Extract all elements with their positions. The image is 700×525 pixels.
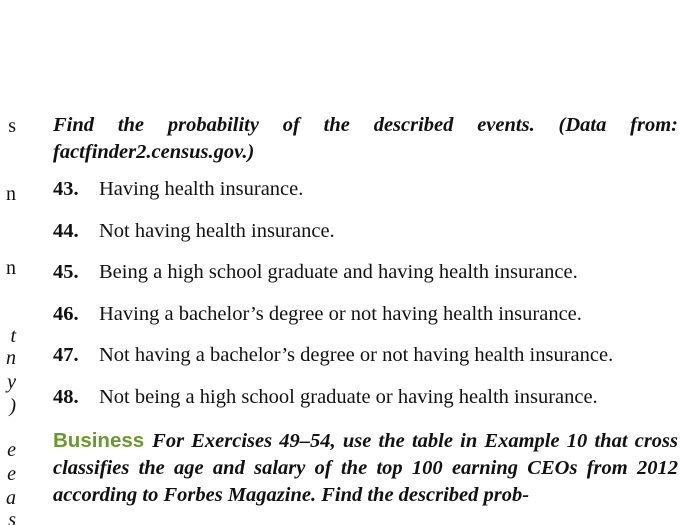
margin-fragment: y — [7, 371, 16, 393]
margin-fragment: e — [7, 463, 16, 485]
exercise-text: Not having a bachelor’s degree or not having health insurance. — [99, 344, 614, 366]
exercise-number: 45. — [53, 261, 79, 283]
exercise-text: Not having health insurance. — [99, 219, 335, 242]
exercise-item — [53, 176, 678, 218]
margin-fragment: s — [8, 509, 16, 525]
exercise-text: Having health insurance. — [99, 178, 304, 200]
business-instructions: For Exercises 49–54, use the table in Example 10 that cross classifies the age and salary of the top 100 earning CEOs from 2012 according to Forbes Magazine. Find the described prob- — [53, 430, 678, 506]
exercise-item — [53, 259, 678, 301]
exercise-item — [53, 301, 678, 343]
exercise-number: 48. — [53, 385, 79, 408]
exercise-text: Not being a high school graduate or having health insurance. — [99, 385, 598, 408]
margin-fragment: a — [6, 487, 16, 509]
exercise-item — [53, 342, 678, 384]
margin-fragment: s — [8, 115, 16, 137]
exercise-number: 44. — [53, 219, 79, 242]
margin-fragment: e — [7, 439, 16, 461]
exercise-instructions: Find the probability of the described events. (Data from: factfinder2.census.gov.) — [53, 114, 678, 163]
margin-fragment: n — [6, 183, 16, 205]
business-exercise-section — [53, 427, 678, 509]
exercise-item — [53, 218, 678, 260]
margin-fragment: ) — [9, 395, 16, 417]
business-label: Business — [53, 429, 145, 452]
exercise-item — [53, 384, 678, 426]
exercise-number: 43. — [53, 178, 79, 200]
margin-fragment: n — [6, 257, 16, 279]
exercise-number: 47. — [53, 344, 79, 366]
previous-column-fragments — [0, 0, 20, 525]
margin-fragment: t — [10, 325, 16, 347]
exercise-text: Having a bachelor’s degree or not having health insurance. — [99, 302, 582, 325]
exercise-text: Being a high school graduate and having health insurance. — [99, 261, 578, 283]
margin-fragment: n — [6, 347, 16, 369]
exercise-number: 46. — [53, 302, 79, 325]
exercise-column — [53, 112, 678, 509]
